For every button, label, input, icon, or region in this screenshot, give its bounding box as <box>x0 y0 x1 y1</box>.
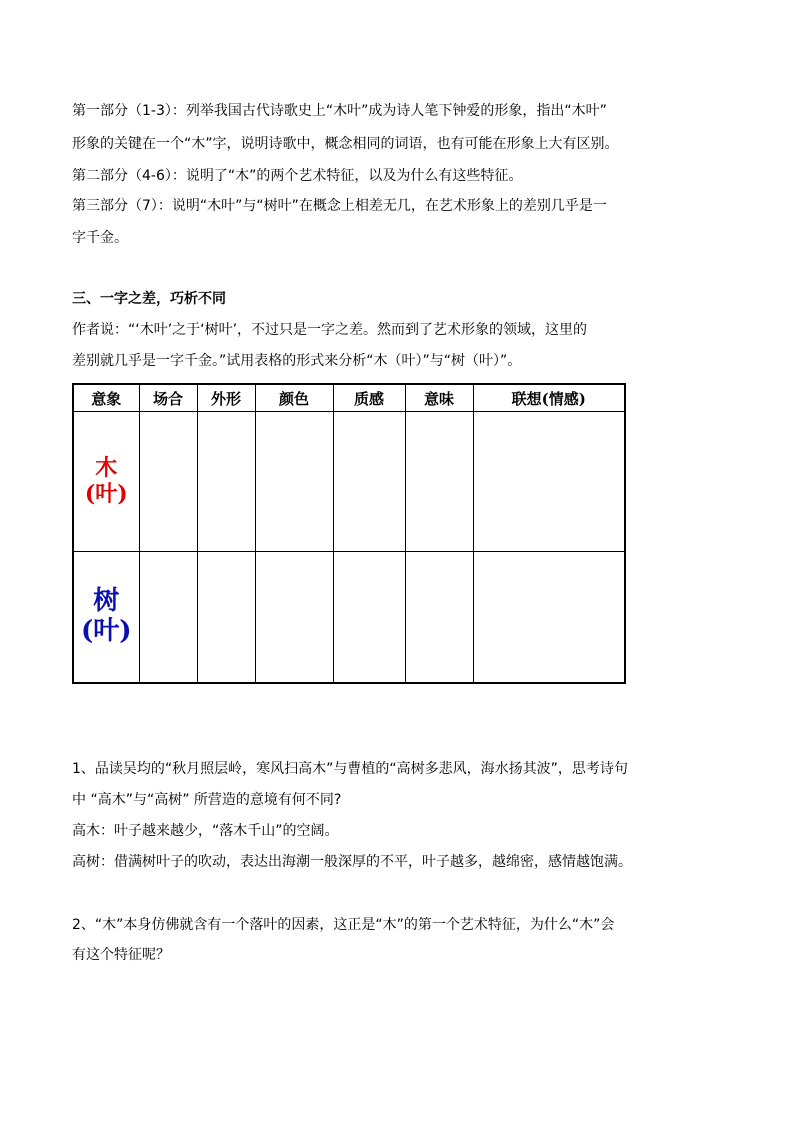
header-shape: 外形 <box>197 384 255 412</box>
row-label-shu-char: 树 <box>93 585 120 616</box>
q1-line2: 中 “高木”与“高树” 所营造的意境有何不同? <box>72 792 342 808</box>
header-color: 颜色 <box>255 384 333 412</box>
section3-intro-line1: 作者说：“‘木叶’之于‘树叶’，不过只是一字之差。然而到了艺术形象的领域，这里的 <box>72 322 588 338</box>
cell-shu-occasion[interactable] <box>139 552 197 683</box>
row-label-shu-ye: (叶) <box>80 615 132 646</box>
part3-line1: 第三部分（7）：说明“木叶”与“树叶”在概念上相差无几，在艺术形象上的差别几乎是一 <box>72 198 607 214</box>
table-row-mu <box>73 412 625 552</box>
part3-line2: 字千金。 <box>72 230 128 246</box>
analysis-table <box>72 383 626 684</box>
cell-shu-meaning[interactable] <box>405 552 473 683</box>
table-header-row <box>73 384 625 412</box>
row-label-shu <box>73 552 139 683</box>
cell-shu-color[interactable] <box>255 552 333 683</box>
part2-line: 第二部分（4-6）：说明了“木”的两个艺术特征，以及为什么有这些特征。 <box>72 168 523 184</box>
part1-line2: 形象的关键在一个“木”字，说明诗歌中，概念相同的词语，也有可能在形象上大有区别。 <box>72 136 619 152</box>
row-label-mu-ye: (叶) <box>84 480 128 507</box>
cell-mu-texture[interactable] <box>333 412 405 552</box>
q1-answer-gaoshu: 高树：借满树叶子的吹动，表达出海潮一般深厚的不平，叶子越多，越绵密，感情越饱满。 <box>72 854 632 870</box>
cell-mu-shape[interactable] <box>197 412 255 552</box>
header-meaning: 意味 <box>405 384 473 412</box>
section3-intro-line2: 差别就几乎是一字千金。”试用表格的形式来分析“木（叶）”与“树（叶）”。 <box>72 353 522 369</box>
cell-mu-meaning[interactable] <box>405 412 473 552</box>
cell-mu-color[interactable] <box>255 412 333 552</box>
section3-heading: 三、一字之差，巧析不同 <box>72 291 226 307</box>
cell-shu-texture[interactable] <box>333 552 405 683</box>
header-occasion: 场合 <box>139 384 197 412</box>
header-imagery: 意象 <box>73 384 139 412</box>
q2-line2: 有这个特征呢？ <box>72 947 170 963</box>
cell-shu-shape[interactable] <box>197 552 255 683</box>
header-association: 联想(情感) <box>473 384 625 412</box>
cell-mu-association[interactable] <box>473 412 625 552</box>
header-texture: 质感 <box>333 384 405 412</box>
q1-line1: 1、品读吴均的“秋月照层岭，寒风扫高木”与曹植的“高树多悲风，海水扬其波”，思考诗句 <box>72 761 628 777</box>
row-label-mu-char: 木 <box>95 455 118 482</box>
q2-line1: 2、“木”本身仿佛就含有一个落叶的因素，这正是“木”的第一个艺术特征，为什么“木”会 <box>72 917 615 933</box>
q1-answer-gaomu: 高木：叶子越来越少，“落木千山”的空阔。 <box>72 823 339 839</box>
part1-line1: 第一部分（1-3）：列举我国古代诗歌史上“木叶”成为诗人笔下钟爱的形象，指出“木叶” <box>72 103 607 119</box>
cell-mu-occasion[interactable] <box>139 412 197 552</box>
table-row-shu <box>73 552 625 683</box>
cell-shu-association[interactable] <box>473 552 625 683</box>
row-label-mu <box>73 412 139 552</box>
